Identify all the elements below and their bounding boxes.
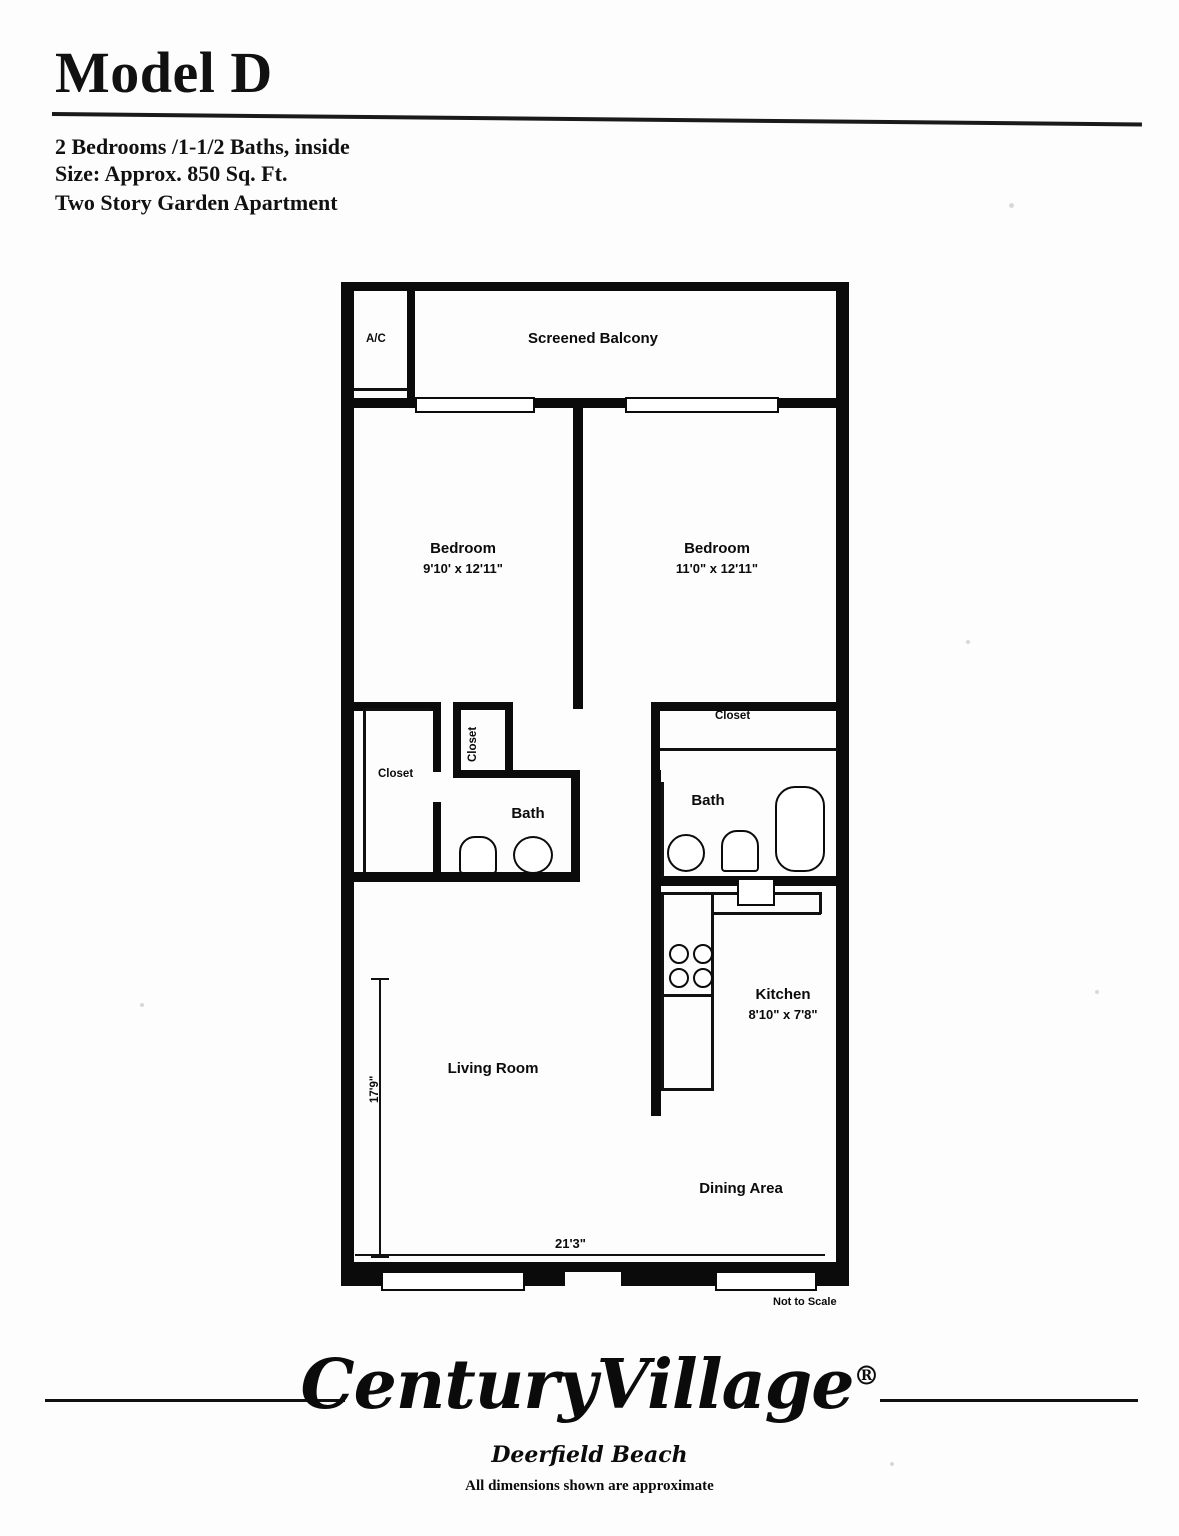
scan-speck xyxy=(140,1003,144,1007)
burner-icon-2 xyxy=(693,944,713,964)
bedroom2-label: Bedroom xyxy=(684,540,750,557)
closet-mid-label: Closet xyxy=(467,726,479,762)
wall-bath1-top xyxy=(513,770,580,778)
wall-exterior-top xyxy=(341,282,849,291)
closet-right-label: Closet xyxy=(715,710,751,722)
bath2-label: Bath xyxy=(691,792,725,809)
scan-speck xyxy=(966,640,970,644)
dimension-horizontal-label: 21'3" xyxy=(555,1236,586,1251)
title-divider xyxy=(52,112,1142,126)
subtitle-type: Two Story Garden Apartment xyxy=(55,190,338,215)
dining-area-label: Dining Area xyxy=(699,1180,783,1197)
bedroom2-dimensions: 11'0" x 12'11" xyxy=(675,561,759,576)
toilet-icon-bath1 xyxy=(459,836,497,874)
burner-icon-1 xyxy=(669,944,689,964)
closet-left-wall-thin xyxy=(363,708,366,876)
wall-closet-mid-bottom xyxy=(453,770,521,778)
page-title: Model D xyxy=(55,40,273,105)
kitchen-counter-bottom xyxy=(661,1088,714,1091)
burner-icon-3 xyxy=(669,968,689,988)
dimension-line-vertical xyxy=(379,978,381,1258)
wall-bath1-bottom xyxy=(433,872,580,882)
wall-bedroom-divider xyxy=(573,404,583,709)
not-to-scale-note: Not to Scale xyxy=(773,1296,837,1308)
window-bedroom1 xyxy=(415,397,535,413)
kitchen-counter-right-edge xyxy=(819,892,822,914)
dimension-tick-vertical-bottom xyxy=(371,1256,389,1258)
scan-speck xyxy=(1095,990,1099,994)
wall-bath1-right xyxy=(571,770,580,880)
registered-trademark-icon: ® xyxy=(853,1361,879,1392)
disclaimer-text: All dimensions shown are approximate xyxy=(465,1478,714,1494)
bedroom1-label: Bedroom xyxy=(430,540,496,557)
slider-door-dining xyxy=(715,1271,817,1291)
closet-left-shelf xyxy=(363,708,431,711)
sink-icon-kitchen xyxy=(737,878,775,906)
wall-closet-right-left xyxy=(651,702,660,772)
kitchen-counter-step xyxy=(711,912,821,915)
bathtub-icon xyxy=(775,786,825,872)
wall-closet-mid-left xyxy=(453,702,461,772)
wall-kitchen-left xyxy=(651,876,661,1116)
bath1-label: Bath xyxy=(511,805,545,822)
ac-line-bottom xyxy=(354,388,409,391)
wall-closet-mid-right xyxy=(505,702,513,772)
bedroom1-dimensions: 9'10' x 12'11" xyxy=(423,561,503,576)
burner-icon-4 xyxy=(693,968,713,988)
slider-door-living xyxy=(381,1271,525,1291)
wall-living-top xyxy=(341,872,441,882)
dimension-tick-vertical-top xyxy=(371,978,389,980)
sink-icon-bath2 xyxy=(667,834,705,872)
subtitle-bedrooms-baths: 2 Bedrooms /1-1/2 Baths, inside xyxy=(55,134,350,159)
subtitle-size: Size: Approx. 850 Sq. Ft. xyxy=(55,161,288,186)
brand-location: Deerfield Beach xyxy=(491,1442,688,1468)
window-bedroom2 xyxy=(625,397,779,413)
wall-bath2-left xyxy=(651,770,661,885)
wall-bath1-left xyxy=(433,802,441,882)
wall-ac-right xyxy=(407,282,415,400)
wall-exterior-right xyxy=(836,282,849,1272)
kitchen-dimensions: 8'10" x 7'8" xyxy=(748,1007,818,1022)
kitchen-counter-inner xyxy=(711,892,714,1090)
dimension-vertical-label: 17'9" xyxy=(369,1075,381,1103)
balcony-label: Screened Balcony xyxy=(527,330,659,347)
brand-logo xyxy=(0,1345,1179,1425)
wall-closet-mid-top xyxy=(453,702,513,710)
living-room-label: Living Room xyxy=(447,1060,539,1077)
wall-closet-left-right xyxy=(433,702,441,772)
dimension-line-horizontal xyxy=(355,1254,825,1256)
floorplan-drawing xyxy=(333,278,857,1308)
wall-exterior-left xyxy=(341,282,354,1272)
stove-edge-line xyxy=(661,994,714,997)
bath2-divider-thin xyxy=(661,782,664,878)
kitchen-label: Kitchen xyxy=(755,986,811,1003)
scan-speck xyxy=(890,1462,894,1466)
sink-icon-bath1 xyxy=(513,836,553,874)
toilet-icon-bath2 xyxy=(721,830,759,872)
brand-logo-text: CenturyVillage xyxy=(300,1345,854,1425)
closet-left-label: Closet xyxy=(378,768,414,780)
closet-right-shelf xyxy=(660,748,838,751)
kitchen-counter-vertical xyxy=(661,892,664,1090)
scan-speck xyxy=(1009,203,1014,208)
ac-label: A/C xyxy=(366,333,386,345)
